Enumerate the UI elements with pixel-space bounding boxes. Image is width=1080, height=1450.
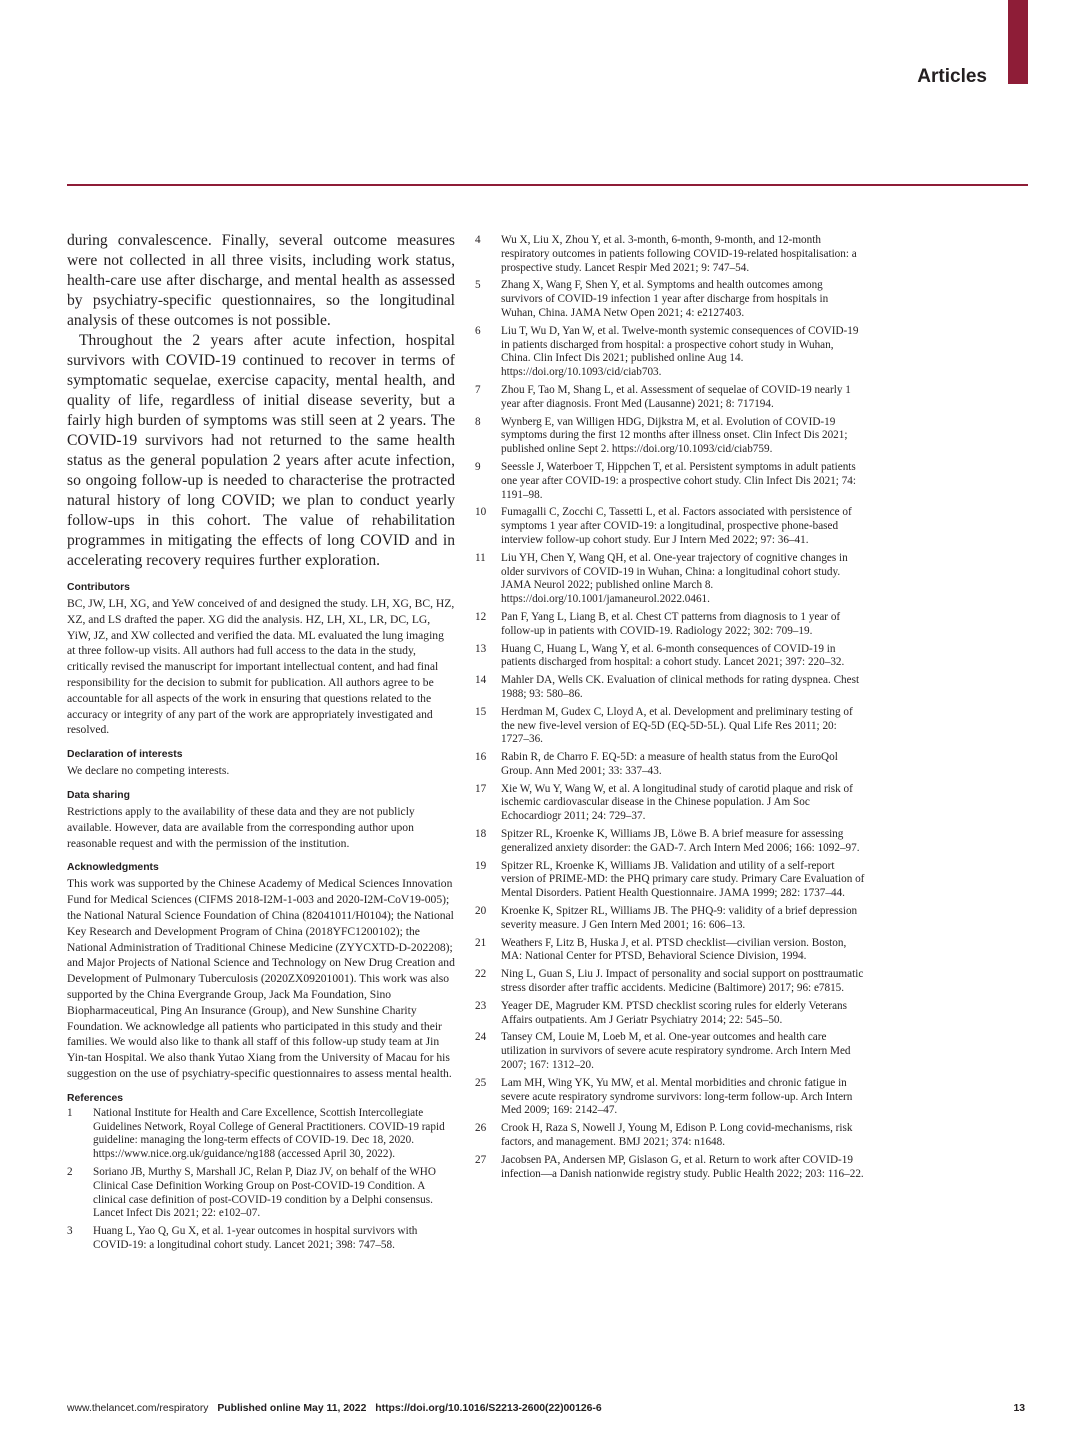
- reference-item: [475, 506, 865, 547]
- reference-text: Jacobsen PA, Andersen MP, Gislason G, et al. Return to work after COVID-19 infection—a Danish nationwide registry study. Public Health 2022; 203: 116–22.: [501, 1153, 864, 1180]
- reference-item: [475, 706, 865, 747]
- reference-text: Mahler DA, Wells CK. Evaluation of clinical methods for rating dyspnea. Chest 1988; 93: 580–86.: [501, 674, 860, 700]
- reference-text: Soriano JB, Murthy S, Marshall JC, Relan P, Diaz JV, on behalf of the WHO Clinical Case Definition Working Group on Post-COVID-19 Condition. A clinical case definition of post-COVID-19 condition by a Delphi consensus. Lancet Infect Dis 2021; 22: e102–07.: [93, 1165, 436, 1220]
- reference-item: [475, 325, 865, 380]
- reference-number: 1: [67, 1106, 73, 1119]
- section-color-tab: [1008, 0, 1028, 84]
- reference-text: Fumagalli C, Zocchi C, Tassetti L, et al. Factors associated with persistence of symptoms 1 year after COVID-19: a longitudinal, prospective phone-based interview follow-up cohort study. Eur J Intern Med 2022; 97: 36–41.: [501, 506, 852, 546]
- reference-text: Kroenke K, Spitzer RL, Williams JB. The PHQ-9: validity of a brief depression severity measure. J Gen Intern Med 2001; 16: 606–13.: [501, 905, 858, 931]
- doi-link[interactable]: https://doi.org/10.1016/S2213-2600(22)00126-6: [375, 1403, 602, 1414]
- reference-item: [475, 1154, 865, 1182]
- reference-number: 18: [475, 828, 487, 841]
- reference-list-right: [475, 234, 865, 1181]
- reference-number: 27: [475, 1153, 487, 1166]
- reference-list-left: [67, 1107, 455, 1253]
- page-number: 13: [1013, 1403, 1025, 1414]
- section-text: BC, JW, LH, XG, and YeW conceived of and designed the study. LH, XG, BC, HZ, XZ, and LS drafted the paper. XG did the analysis. HZ, LH, XL, LR, DC, LG, YiW, JZ, and XW collected and verified the data. ML evaluated the lung imaging at three follow-up visits. All authors had full access to the data in the study, critically revised the manuscript for important intellectual content, and had final responsibility for the decision to submit for publication. All authors agree to be accountable for all aspects of the work in ensuring that questions related to the accuracy or integrity of any part of the work are appropriately investigated and resolved.: [67, 597, 455, 737]
- section-heading: Data sharing: [67, 789, 130, 801]
- reference-number: 17: [475, 782, 487, 795]
- reference-item: [67, 1107, 455, 1162]
- acknowledgments-section: [67, 861, 455, 1081]
- reference-item: [475, 552, 865, 607]
- reference-text: Pan F, Yang L, Liang B, et al. Chest CT patterns from diagnosis to 1 year of follow-up in patients with COVID-19. Radiology 2022; 302: 709–19.: [501, 610, 841, 637]
- reference-item: [475, 937, 865, 965]
- section-text: We declare no competing interests.: [67, 764, 230, 778]
- reference-item: [475, 611, 865, 639]
- reference-text: Crook H, Raza S, Nowell J, Young M, Edison P. Long covid-mechanisms, risk factors, and management. BMJ 2021; 374: n1648.: [501, 1122, 853, 1149]
- reference-number: 10: [475, 506, 487, 519]
- reference-item: [475, 828, 865, 856]
- reference-text: Spitzer RL, Kroenke K, Williams JB, Löwe B. A brief measure for assessing generalized anxiety disorder: the GAD-7. Arch Intern Med 2006; 166: 1092–97.: [501, 828, 860, 854]
- reference-text: Huang L, Yao Q, Gu X, et al. 1-year outcomes in hospital survivors with COVID-19: a longitudinal cohort study. Lancet 2021; 398: 747–58.: [93, 1225, 418, 1251]
- reference-text: Wu X, Liu X, Zhou Y, et al. 3-month, 6-month, 9-month, and 12-month respiratory outcomes in patients following COVID-19-related hospitalisation: a prospective study. Lancet Respir Med 2021; 9: 747–54.: [501, 234, 857, 274]
- section-heading: Declaration of interests: [67, 749, 183, 761]
- reference-item: [475, 461, 865, 502]
- reference-number: 3: [67, 1225, 73, 1238]
- page-footer: [67, 1403, 1025, 1414]
- reference-number: 11: [475, 551, 486, 564]
- reference-text: Rabin R, de Charro F. EQ-5D: a measure of health status from the EuroQol Group. Ann Med 2001; 33: 337–43.: [501, 751, 838, 777]
- reference-item: [475, 783, 865, 824]
- reference-text: Tansey CM, Louie M, Loeb M, et al. One-year outcomes and health care utilization in survivors of severe acute respiratory syndrome. Arch Intern Med 2007; 167: 1312–20.: [501, 1031, 851, 1072]
- reference-number: 15: [475, 705, 487, 718]
- section-heading: Acknowledgments: [67, 862, 159, 874]
- reference-number: 2: [67, 1165, 73, 1178]
- reference-number: 24: [475, 1031, 487, 1044]
- reference-item: [475, 860, 865, 901]
- reference-item: [475, 1000, 865, 1028]
- reference-item: [475, 1077, 865, 1118]
- reference-number: 13: [475, 642, 487, 655]
- reference-number: 9: [475, 460, 481, 473]
- header-rule: [67, 184, 1028, 186]
- reference-item: [475, 234, 865, 275]
- reference-text: Seessle J, Waterboer T, Hippchen T, et al. Persistent symptoms in adult patients one year after COVID-19: a prospective cohort study. Clin Infect Dis 2021; 74: 1191–98.: [501, 460, 857, 501]
- reference-text: Liu T, Wu D, Yan W, et al. Twelve-month systemic consequences of COVID-19 in patients discharged from hospital: a prospective cohort study in Wuhan, China. Clin Infect Dis 2021; published online Aug 14. https://doi.org/10.1093/cid/ciab703.: [501, 324, 859, 379]
- reference-text: Herdman M, Gudex C, Lloyd A, et al. Development and preliminary testing of the new five-level version of EQ-5D (EQ-5D-5L). Qual Life Res 2011; 20: 1727–36.: [501, 705, 853, 746]
- contributors-section: [67, 581, 455, 738]
- journal-url[interactable]: www.thelancet.com/respiratory: [67, 1403, 209, 1414]
- body-paragraph: Throughout the 2 years after acute infection, hospital survivors with COVID-19 continued to recover in terms of symptomatic sequelae, exercise capacity, mental health, and quality of life, regardless of initial disease severity, but a fairly high burden of symptoms was still seen at 2 years. The COVID-19 survivors had not returned to the same health status as the general population 2 years after acute infection, so ongoing follow-up is needed to characterise the protracted natural history of long COVID; we plan to conduct yearly follow-ups in this cohort. The value of rehabilitation programmes in mitigating the effects of long COVID and in accelerating recovery requires further exploration.: [67, 332, 455, 569]
- reference-text: Xie W, Wu Y, Wang W, et al. A longitudinal study of carotid plaque and risk of ischemic cardiovascular disease in the Chinese population. J Am Soc Echocardiogr 2011; 24: 729–37.: [501, 782, 853, 823]
- body-paragraph: during convalescence. Finally, several outcome measures were not collected in all three visits, including work status, health-care use after discharge, and mental health as assessed by psychiatry-specific questionnaires, so the longitudinal analysis of these outcomes is not possible.: [67, 232, 455, 329]
- reference-number: 20: [475, 905, 487, 918]
- reference-number: 23: [475, 999, 487, 1012]
- reference-item: [67, 1166, 455, 1221]
- reference-text: Ning L, Guan S, Liu J. Impact of personality and social support on posttraumatic stress disorder after traffic accidents. Medicine (Baltimore) 2017; 96: e7815.: [501, 968, 864, 995]
- reference-number: 21: [475, 936, 487, 949]
- reference-text: Spitzer RL, Kroenke K, Williams JB. Validation and utility of a self-report version of PRIME-MD: the PHQ primary care study. Primary Care Evaluation of Mental Disorders. Patient Health Questionnaire. JAMA 1999; 282: 1737–44.: [501, 859, 865, 900]
- reference-item: [475, 279, 865, 320]
- right-column: [475, 234, 865, 1185]
- reference-number: 5: [475, 279, 481, 292]
- section-label: Articles: [917, 66, 987, 87]
- reference-text: Weathers F, Litz B, Huska J, et al. PTSD checklist—civilian version. Boston, MA: National Center for PTSD, Behavioral Science Division, 1994.: [501, 936, 847, 963]
- reference-item: [475, 1122, 865, 1150]
- reference-number: 22: [475, 968, 487, 981]
- reference-item: [475, 674, 865, 702]
- reference-item: [475, 905, 865, 933]
- reference-text: Liu YH, Chen Y, Wang QH, et al. One-year trajectory of cognitive changes in older survivors of COVID-19 in Wuhan, China: a longitudinal cohort study. JAMA Neurol 2022; published online March 8. https://doi.org/10.1001/jamaneurol.2022.0461.: [501, 551, 848, 606]
- reference-number: 12: [475, 610, 487, 623]
- reference-item: [475, 384, 865, 412]
- reference-number: 4: [475, 234, 481, 246]
- reference-item: [475, 751, 865, 779]
- reference-item: [475, 968, 865, 996]
- published-date: Published online May 11, 2022: [217, 1403, 367, 1414]
- reference-number: 14: [475, 674, 487, 687]
- reference-text: Huang C, Huang L, Wang Y, et al. 6-month consequences of COVID-19 in patients discharged from hospital: a cohort study. Lancet 2021; 397: 220–32.: [501, 642, 845, 669]
- reference-text: Yeager DE, Magruder KM. PTSD checklist scoring rules for elderly Veterans Affairs outpatients. Am J Geriatr Psychiatry 2014; 22: 545–50.: [501, 999, 848, 1026]
- interests-section: [67, 748, 455, 779]
- reference-number: 19: [475, 859, 487, 872]
- reference-number: 7: [475, 383, 481, 396]
- reference-item: [475, 416, 865, 457]
- section-text: Restrictions apply to the availability of these data and they are not publicly available. However, data are available from the corresponding author upon reasonable request and with the permission of the institution.: [67, 804, 415, 850]
- reference-number: 16: [475, 751, 487, 764]
- left-column: [67, 231, 455, 1257]
- reference-text: Zhou F, Tao M, Shang L, et al. Assessment of sequelae of COVID-19 nearly 1 year after diagnosis. Front Med (Lausanne) 2021; 8: 717194.: [501, 383, 851, 410]
- reference-number: 25: [475, 1076, 487, 1089]
- section-heading: Contributors: [67, 582, 130, 593]
- reference-item: [67, 1225, 455, 1253]
- reference-text: Lam MH, Wing YK, Yu MW, et al. Mental morbidities and chronic fatigue in severe acute respiratory syndrome survivors: long-term follow-up. Arch Intern Med 2009; 169: 2142–47.: [501, 1076, 853, 1117]
- reference-text: National Institute for Health and Care Excellence, Scottish Intercollegiate Guidelines Network, Royal College of General Practitioners. COVID-19 rapid guideline: managing the long-term effects of COVID-19. Dec 18, 2020. https://www.nice.org.uk/guidance/ng188 (accessed April 30, 2022).: [93, 1106, 445, 1161]
- reference-item: [475, 643, 865, 671]
- section-text: This work was supported by the Chinese Academy of Medical Sciences Innovation Fund for Medical Sciences (CIFMS 2018-I2M-1-003 and 2020-I2M-CoV19-005); the National Natural Science Foundation of China (82041011/H0104); the National Key Research and Development Program of China (2018YFC1200102); the National Administration of Traditional Chinese Medicine (ZYYCXTD-D-202208); and Major Projects of National Science and Technology on New Drug Creation and Development of Pulmonary Tuberculosis (2020ZX09201001). This work was also supported by the China Evergrande Group, Jack Ma Foundation, Sino Biopharmaceutical, Ping An Insurance (Group), and New Sunshine Charity Foundation. We acknowledge all patients who participated in this study and their families. We would also like to thank all staff of this follow-up study team at Jin Yin-tan Hospital. We also thank Yutao Xiang from the University of Macau for his suggestion on the use of psychiatry-specific questionnaires to assess mental health.: [67, 877, 455, 1080]
- reference-number: 8: [475, 415, 481, 428]
- reference-item: [475, 1031, 865, 1072]
- reference-number: 6: [475, 324, 481, 337]
- references-heading: References: [67, 1092, 124, 1104]
- data-sharing-section: [67, 789, 455, 851]
- reference-number: 26: [475, 1122, 487, 1135]
- reference-text: Zhang X, Wang F, Shen Y, et al. Symptoms and health outcomes among survivors of COVID-19 infection 1 year after discharge from hospitals in Wuhan, China. JAMA Netw Open 2021; 4: e2127403.: [501, 279, 829, 319]
- reference-text: Wynberg E, van Willigen HDG, Dijkstra M, et al. Evolution of COVID-19 symptoms during the first 12 months after illness onset. Clin Infect Dis 2021; published online Sept 2. https://doi.org/10.1093/cid/ciab759.: [501, 415, 848, 456]
